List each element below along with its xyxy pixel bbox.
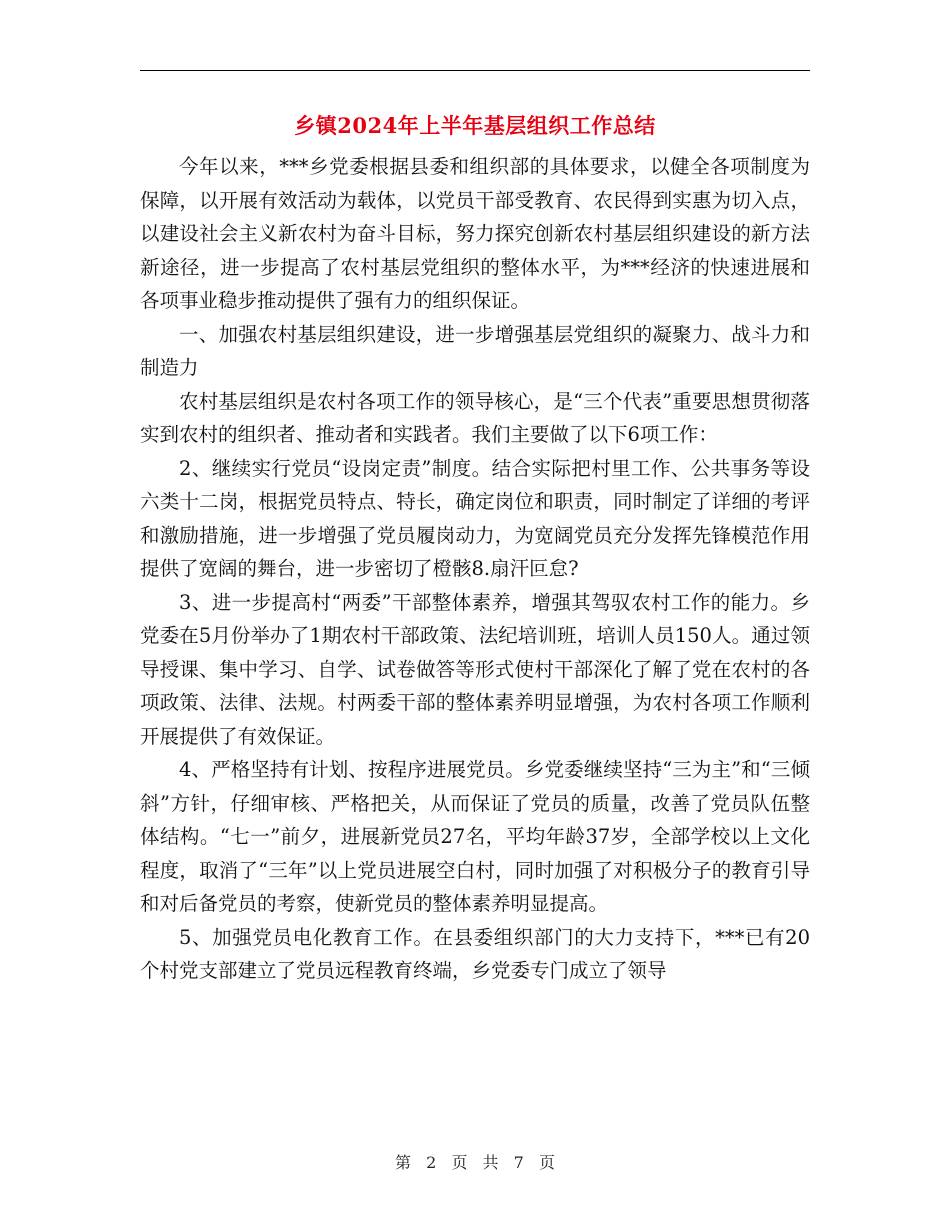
footer-prefix: 第 <box>395 1153 412 1172</box>
paragraph-item-5: 5、加强党员电化教育工作。在县委组织部门的大力支持下，***已有20个村党支部建立了党员远程教育终端，乡党委专门成立了领导 <box>140 925 810 982</box>
footer-total-unit: 页 <box>538 1153 555 1172</box>
paragraph-intro: 今年以来，***乡党委根据县委和组织部的具体要求，以健全各项制度为保障，以开展有效活动为载体，以党员干部受教育、农民得到实惠为切入点，以建设社会主义新农村为奋斗目标，努力探究创新农村基层组织建设的新方法新途径，进一步提高了农村基层党组织的整体水平，为***经济的快速进展和各项事业稳步推动提供了强有力的组织保证。 <box>140 155 810 312</box>
document-body <box>140 150 810 988</box>
paragraph-item-4: 4、严格坚持有计划、按程序进展党员。乡党委继续坚持“三为主”和“三倾斜”方针，仔细审核、严格把关，从而保证了党员的质量，改善了党员队伍整体结构。“七一”前夕，进展新党员27名，平均年龄37岁，全部学校以上文化程度，取消了“三年”以上党员进展空白村，同时加强了对积极分子的教育引导和对后备党员的考察，使新党员的整体素养明显提高。 <box>140 758 810 915</box>
document-title: 乡镇2024年上半年基层组织工作总结 <box>294 113 656 138</box>
page-footer <box>0 1153 950 1173</box>
footer-total-prefix: 共 <box>482 1153 499 1172</box>
footer-total-pages: 7 <box>513 1153 524 1172</box>
footer-page-unit: 页 <box>451 1153 468 1172</box>
footer-current-page: 2 <box>426 1153 437 1172</box>
section-heading-1: 一、加强农村基层组织建设，进一步增强基层党组织的凝聚力、战斗力和制造力 <box>140 322 810 379</box>
paragraph-section-1-intro: 农村基层组织是农村各项工作的领导核心，是“三个代表”重要思想贯彻落实到农村的组织者、推动者和实践者。我们主要做了以下6项工作： <box>140 389 810 446</box>
paragraph-item-3: 3、进一步提高村“两委”干部整体素养，增强其驾驭农村工作的能力。乡党委在5月份举办了1期农村干部政策、法纪培训班，培训人员150人。通过领导授课、集中学习、自学、试卷做答等形式使村干部深化了解了党在农村的各项政策、法律、法规。村两委干部的整体素养明显增强，为农村各项工作顺利开展提供了有效保证。 <box>140 590 810 748</box>
paragraph-item-2: 2、继续实行党员“设岗定责”制度。结合实际把村里工作、公共事务等设六类十二岗，根据党员特点、特长，确定岗位和职责，同时制定了详细的考评和激励措施，进一步增强了党员履岗动力，为宽阔党员充分发挥先锋模范作用提供了宽阔的舞台，进一步密切了橙骸8.扇汗叵怠? <box>140 456 810 580</box>
header-rule <box>140 70 810 71</box>
